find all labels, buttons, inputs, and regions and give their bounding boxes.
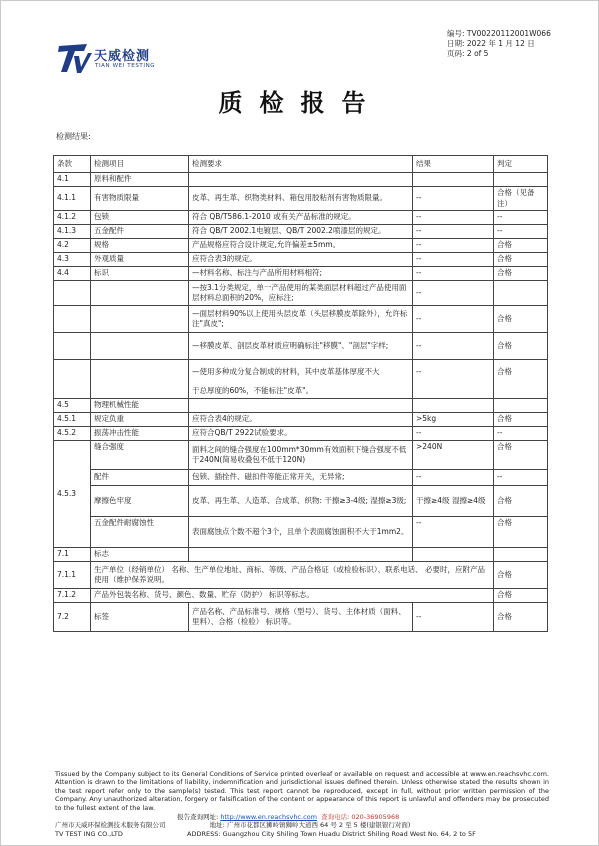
address-label: 地址:: [209, 821, 225, 830]
cell-requirement: 皮革、再生革、织物类材料、箱包用胶粘剂有害物质限量。: [189, 187, 413, 211]
table-header-row: [54, 156, 548, 173]
table-row: [54, 187, 548, 211]
table-row: [54, 413, 548, 427]
results-label: 检测结果:: [56, 132, 91, 141]
cell-result: --: [413, 306, 494, 333]
cell-requirement: —按3.1分类规定，单一产品使用的某类面层材料超过产品使用面层材料总面积的20%，应标注;: [189, 281, 413, 306]
table-row: [54, 486, 548, 517]
cell-clause: 4.1: [54, 173, 91, 187]
cell-item: 原料和配件: [91, 173, 189, 187]
table-row: [54, 239, 548, 253]
cell-verdict: 合格: [494, 486, 548, 517]
cell-verdict: 合格（见备注）: [494, 187, 548, 211]
cell-verdict: --: [494, 211, 548, 225]
table-row: [54, 333, 548, 360]
cell-verdict: --: [494, 225, 548, 239]
logo-chinese-name: 天威检测: [94, 49, 151, 64]
table-row: [54, 517, 548, 548]
cell-verdict: 合格: [494, 267, 548, 281]
cell-item: 生产单位（经销单位） 名称、生产单位地址、商标、等级、产品合格证（或检验标识）、联系电话、 必要时，应附产品使用（维护保养说明。: [91, 562, 494, 589]
table-row: [54, 211, 548, 225]
cell-clause: 4.2: [54, 239, 91, 253]
cell-item: 振荡冲击性能: [91, 427, 189, 441]
cell-item: 五金配件: [91, 225, 189, 239]
cell-verdict: 合格: [494, 360, 548, 385]
cell-requirement: 应符合QB/T 2922试验要求。: [189, 427, 413, 441]
cell-requirement: 于总厚度的60%，不能标注"皮革"。: [189, 385, 413, 399]
cell-result: --: [413, 253, 494, 267]
cell-result: --: [413, 187, 494, 211]
table-row: [54, 253, 548, 267]
cell-clause: 7.1.2: [54, 589, 91, 603]
cell-clause: 4.5.1: [54, 413, 91, 427]
table-row: [54, 441, 548, 470]
cell-requirement: 面料之间的缝合强度在100mm*30mm有效面积下缝合强度不低于240N(简易收叠包不低于120N): [189, 441, 413, 470]
cell-clause: 4.5: [54, 399, 91, 413]
cell-result: >5kg: [413, 413, 494, 427]
cell-requirement: 包锁、插拴件、磁扣件等能正常开关，无异常;: [189, 470, 413, 486]
cell-item: 缝合强度: [91, 441, 189, 470]
cell-clause: 4.1.2: [54, 211, 91, 225]
table-row: [54, 548, 548, 562]
tv-logo-icon: [57, 42, 93, 74]
company-name-cn: 广州市天威环保检测技术服务有限公司: [55, 821, 166, 830]
logo-english-name: TIAN WEI TESTING: [95, 63, 156, 69]
cell-item: 有害物质限量: [91, 187, 189, 211]
cell-requirement: 表面腐蚀点个数不超个3个，且单个表面腐蚀面积不大于1mm2。: [189, 517, 413, 548]
table-row: [54, 360, 548, 385]
table-row: [54, 589, 548, 603]
cell-item: 规格: [91, 239, 189, 253]
cell-item: 包锁: [91, 211, 189, 225]
cell-item: 外观质量: [91, 253, 189, 267]
report-date: 日期: 2022 年 1 月 12 日: [447, 39, 535, 48]
table-row: [54, 470, 548, 486]
cell-verdict: 合格: [494, 441, 548, 470]
company-name-en: TV TEST ING CO.,LTD: [55, 829, 123, 838]
cell-requirement: —移膜皮革、剖层皮革材质应明确标注"移膜"、"剖层"字样;: [189, 333, 413, 360]
cell-requirement: 皮革、再生革、人造革、合成革、织物: 干擦≥3-4级; 湿擦≥3级;: [189, 486, 413, 517]
cell-result: --: [413, 603, 494, 632]
query-label: 报告查询网址:: [177, 813, 219, 821]
cell-requirement: 产品规格应符合设计规定,允许偏差±5mm。: [189, 239, 413, 253]
cell-result: --: [413, 360, 494, 385]
cell-verdict: 合格: [494, 603, 548, 632]
address-cn: 广州市花都区狮岭镇狮岭大道西 64 号 2 至 5 楼(建银银行对面): [226, 821, 411, 830]
table-row: [54, 385, 548, 399]
cell-item: 标签: [91, 603, 189, 632]
report-title: 质检报告: [218, 88, 383, 117]
cell-item: 五金配件耐腐蚀性: [91, 517, 189, 548]
cell-result: 干擦≥4级 湿擦≥4级: [413, 486, 494, 517]
phone-label: 查询电话:: [321, 813, 350, 821]
results-table: [53, 155, 548, 632]
table-row: [54, 603, 548, 632]
footer-contact: [55, 813, 549, 838]
cell-verdict: --: [494, 427, 548, 441]
cell-clause: 4.1.1: [54, 187, 91, 211]
cell-verdict: 合格: [494, 333, 548, 360]
table-row: [54, 267, 548, 281]
cell-result: --: [413, 239, 494, 253]
cell-verdict: 合格: [494, 562, 548, 589]
cell-requirement: 符合 QB/T586.1-2010 或有关产品标准的规定。: [189, 211, 413, 225]
table-row: [54, 399, 548, 413]
cell-requirement: —面层材料90%以上使用头层皮革（头层移膜皮革除外），允许标注"真皮";: [189, 306, 413, 333]
cell-clause: 4.5.3: [54, 441, 91, 548]
table-row: [54, 225, 548, 239]
cell-verdict: 合格: [494, 517, 548, 548]
report-number: 编号: TV00220112001W066: [447, 29, 551, 38]
cell-result: >240N: [413, 441, 494, 470]
cell-clause: 4.1.3: [54, 225, 91, 239]
header-result: 结果: [413, 156, 494, 173]
cell-item: 标志: [91, 548, 189, 562]
cell-clause: 4.3: [54, 253, 91, 267]
table-row: [54, 427, 548, 441]
cell-clause: 7.2: [54, 603, 91, 632]
cell-clause: 7.1.1: [54, 562, 91, 589]
table-row: [54, 306, 548, 333]
cell-verdict: 合格: [494, 239, 548, 253]
table-row: [54, 173, 548, 187]
cell-item: 标识: [91, 267, 189, 281]
phone-number: 020-36905968: [351, 813, 400, 821]
cell-verdict: --: [494, 470, 548, 486]
cell-item: 物理机械性能: [91, 399, 189, 413]
cell-item: 摩擦色牢度: [91, 486, 189, 517]
cell-verdict: 合格: [494, 253, 548, 267]
header-verdict: 判定: [494, 156, 548, 173]
table-row: [54, 562, 548, 589]
address-en: ADDRESS: Guangzhou City Shiling Town Huadu District Shiling Road West No. 64, 2 to 5F: [187, 829, 476, 838]
header-item: 检测项目: [91, 156, 189, 173]
cell-requirement: —使用多种成分复合制成的材料，其中皮革基体厚度不大: [189, 360, 413, 385]
cell-result: --: [413, 333, 494, 360]
cell-verdict: 合格: [494, 589, 548, 603]
cell-result: --: [413, 281, 494, 306]
cell-result: --: [413, 470, 494, 486]
cell-item: 配件: [91, 470, 189, 486]
header-requirement: 检测要求: [189, 156, 413, 173]
company-logo: [57, 42, 169, 78]
cell-item: 规定负重: [91, 413, 189, 427]
cell-clause: 4.5.2: [54, 427, 91, 441]
header-clause: 条款: [54, 156, 91, 173]
cell-requirement: 产品名称、产品标准号、规格（型号）、货号、主体材质（面料、里料）、合格（检验） 标识等。: [189, 603, 413, 632]
cell-result: --: [413, 427, 494, 441]
cell-item: 产品外包装名称、货号、颜色、数量、贮存（防护） 标识等标志。: [91, 589, 494, 603]
footer-disclaimer: Tissued by the Company subject to its General Conditions of Service printed overleaf or available on request and accessible at www.en.reachsvhc.com. Attention is drawn to the limitations of liability, indemnification and jurisdictional issues defined therein. Unless otherwise stated the results shown in the test report refer only to the sample(s) tested. This test report cannot be reproduced, except in full, without prior written permission of the Company. Any unauthorized alteration, forgery or falsification of the content or appearance of this report is unlawful and offenders may be prosecuted to the fullest extent of the law.: [55, 770, 549, 812]
cell-requirement: 应符合表3的规定。: [189, 253, 413, 267]
table-row: [54, 281, 548, 306]
query-url-link[interactable]: http://www.en.reachsvhc.com: [220, 813, 317, 821]
cell-verdict: 合格: [494, 413, 548, 427]
page-number: 页码: 2 of 5: [447, 49, 489, 58]
cell-result: --: [413, 225, 494, 239]
cell-result: --: [413, 267, 494, 281]
cell-clause: 7.1: [54, 548, 91, 562]
report-meta: [447, 29, 551, 59]
cell-requirement: 应符合表4的规定。: [189, 413, 413, 427]
cell-result: --: [413, 517, 494, 548]
cell-result: --: [413, 211, 494, 225]
cell-requirement: —材料名称、标注与产品所用材料相符;: [189, 267, 413, 281]
cell-requirement: 符合 QB/T 2002.1电镀层、QB/T 2002.2喷漆层的规定。: [189, 225, 413, 239]
cell-clause: 4.4: [54, 267, 91, 281]
cell-verdict: 合格: [494, 306, 548, 333]
